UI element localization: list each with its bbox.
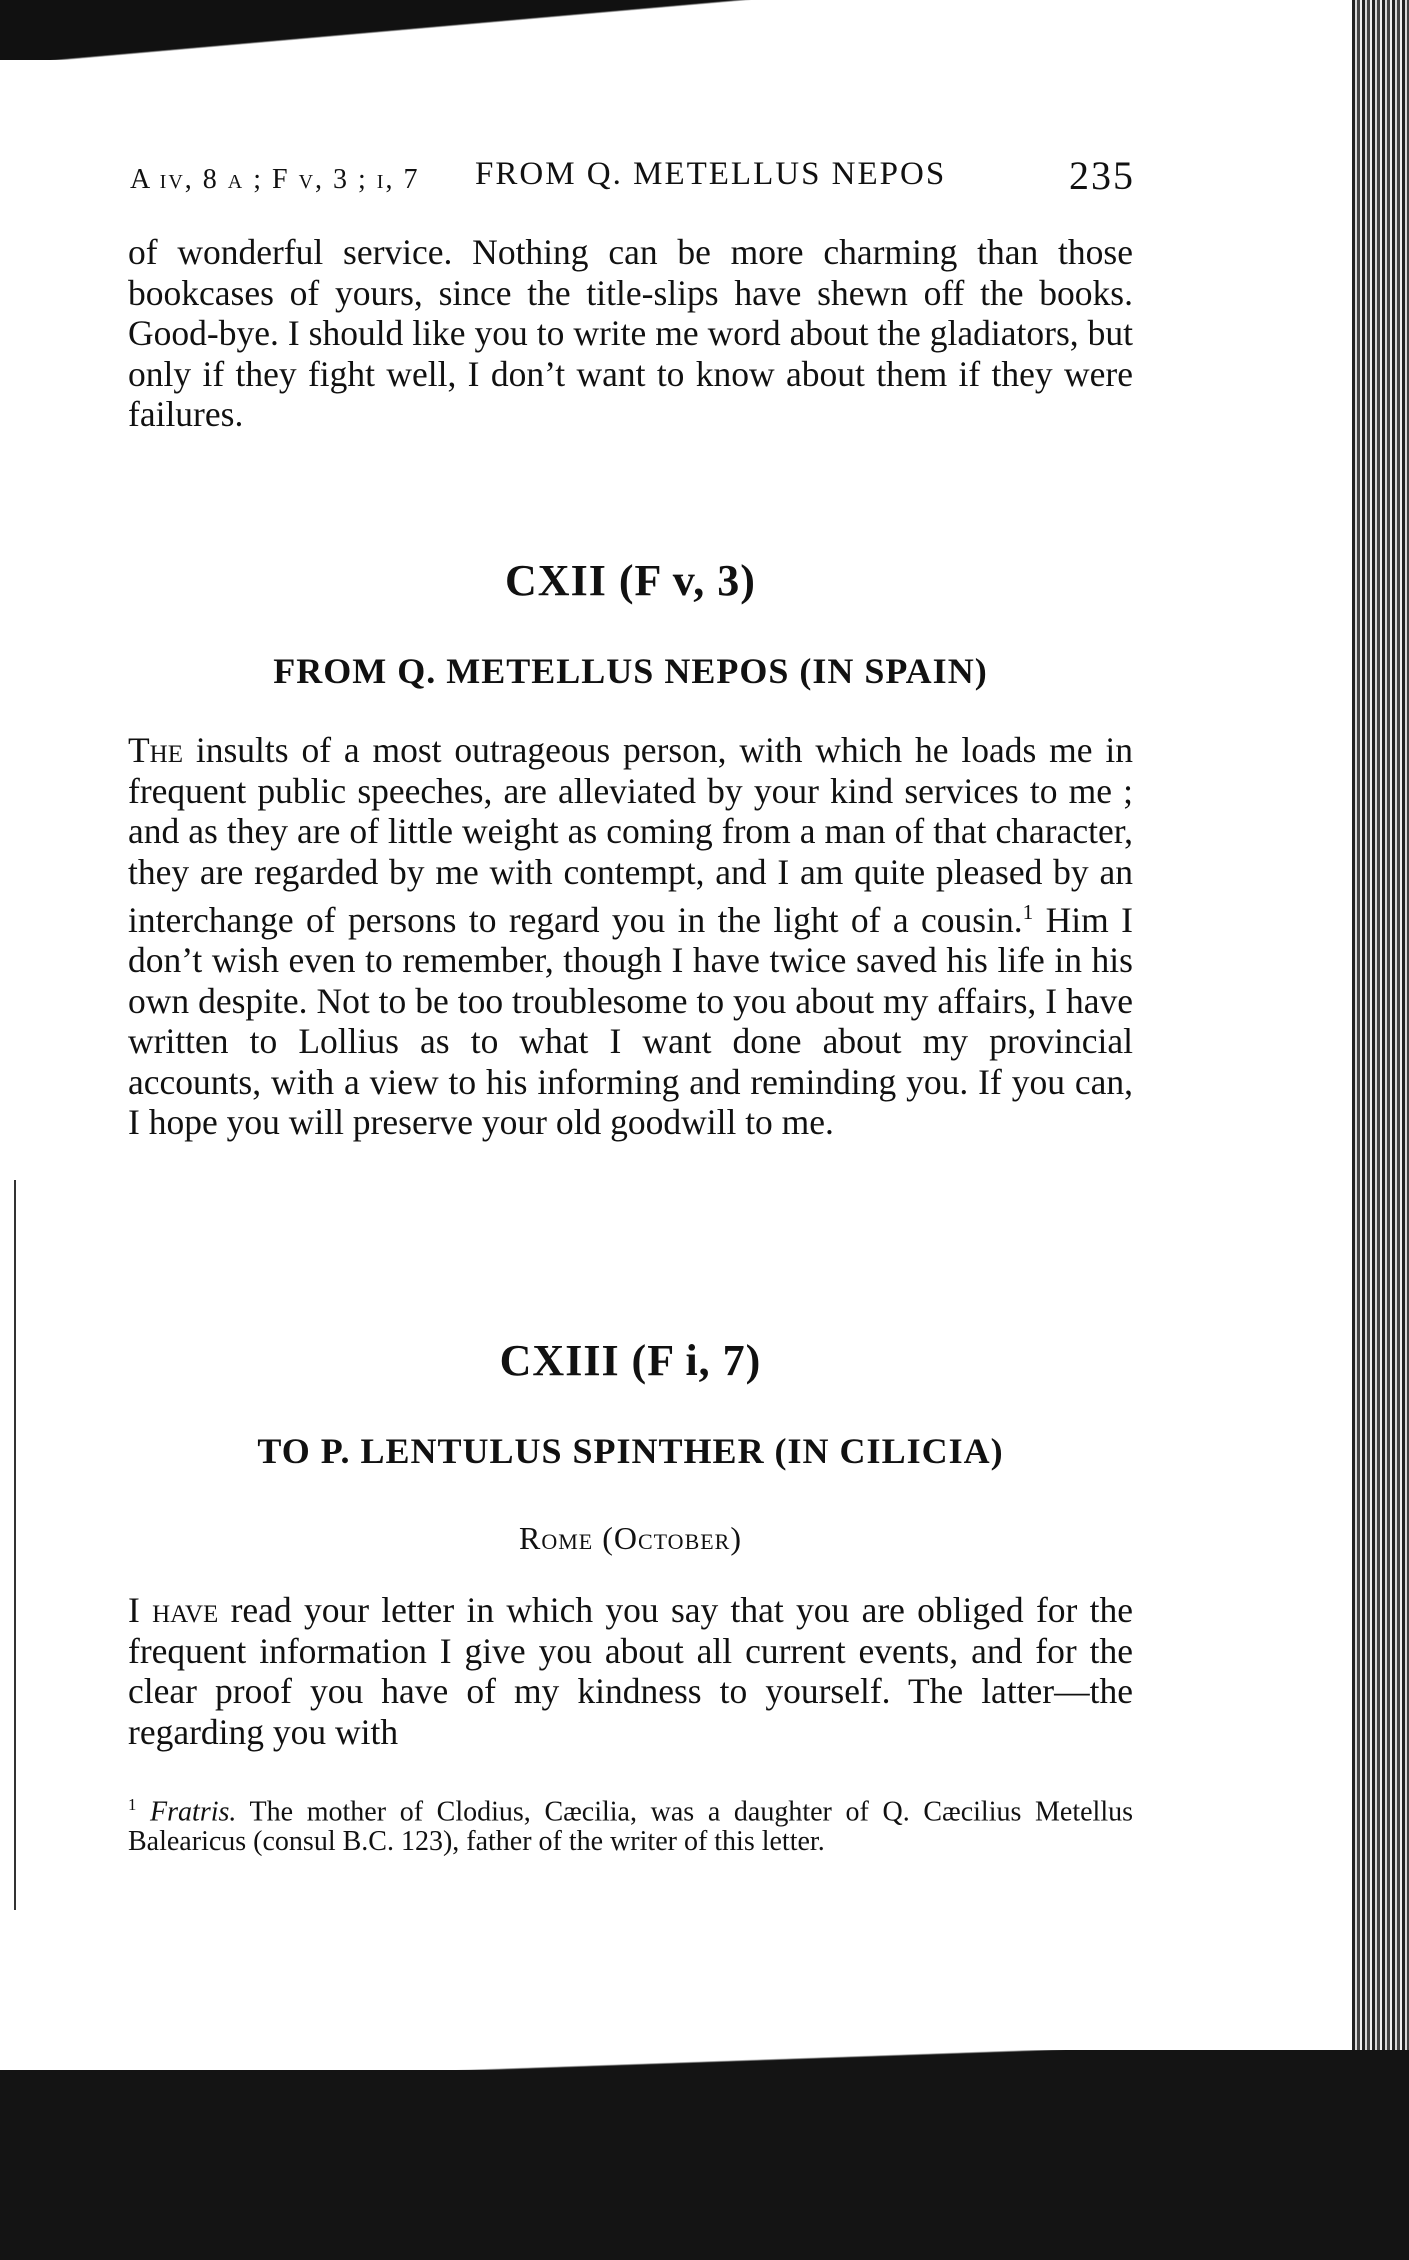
scan-bottom-shadow: [0, 2070, 1409, 2260]
letter-113-number: CXIII (F i, 7): [499, 1336, 762, 1385]
footnote-text: The mother of Clodius, Cæcilia, was a daughter of Q. Cæcilius Metellus Balearicus (consul B.C. 123), father of the writer of this letter.: [128, 1796, 1134, 1858]
running-head-references: A iv, 8 a ; F v, 3 ; i, 7: [130, 164, 420, 195]
margin-rule: [14, 1180, 16, 1910]
letter-112-text-before-note: insults of a most outrageous person, with which he loads me in frequent public speeches, are alleviated by your kind services to me ; and as they are of little weight as coming from a man of that character, they are regarded by me with contempt, and I am quite pleased by an interchange of persons to regard you in the light of a cousin.: [128, 730, 1133, 940]
letter-113-text: read your letter in which you say that you are obliged for the frequent information I give you about all current events, and for the clear proof you have of my kindness to yourself. The latter—the regarding you with: [128, 1590, 1133, 1752]
footnote: [128, 1790, 1133, 1857]
running-head-title: FROM Q. METELLUS NEPOS: [475, 156, 947, 192]
letter-113-body: [128, 1590, 1133, 1752]
carryover-paragraph: of wonderful service. Nothing can be more charming than those bookcases of yours, since the title-slips have shewn off the books. Good-bye. I should like you to write me word about the gladiators, but only if they fight well, I don’t want to know about them if they were failures.: [128, 232, 1133, 434]
book-spine-edge: [1352, 0, 1409, 2260]
page-number: 235: [1069, 153, 1135, 198]
letter-112-heading: FROM Q. METELLUS NEPOS (IN SPAIN): [273, 651, 988, 691]
footnote-marker: 1: [128, 1795, 137, 1814]
letter-112-body: [128, 730, 1133, 1143]
letter-113-location: Rome (October): [518, 1520, 743, 1556]
letter-113-opening-words: I have: [128, 1590, 219, 1630]
letter-112-text-after-note: Him I don’t wish even to remember, though I have twice saved his life in his own despite. Not to be too troublesome to you about my affairs, I have written to Lollius as to what I want done about my provincial accounts, with a view to his informing and reminding you. If you can, I hope you will preserve your old goodwill to me.: [128, 899, 1134, 1143]
running-head: [130, 150, 1135, 200]
letter-112-number: CXII (F v, 3): [505, 556, 756, 605]
letter-112-opening-word: The: [128, 730, 184, 770]
scan-top-shadow: [0, 0, 1409, 60]
footnote-keyword: Fratris.: [150, 1796, 237, 1828]
letter-113-heading: TO P. LENTULUS SPINTHER (IN CILICIA): [257, 1431, 1004, 1471]
footnote-reference: 1: [1022, 900, 1034, 924]
